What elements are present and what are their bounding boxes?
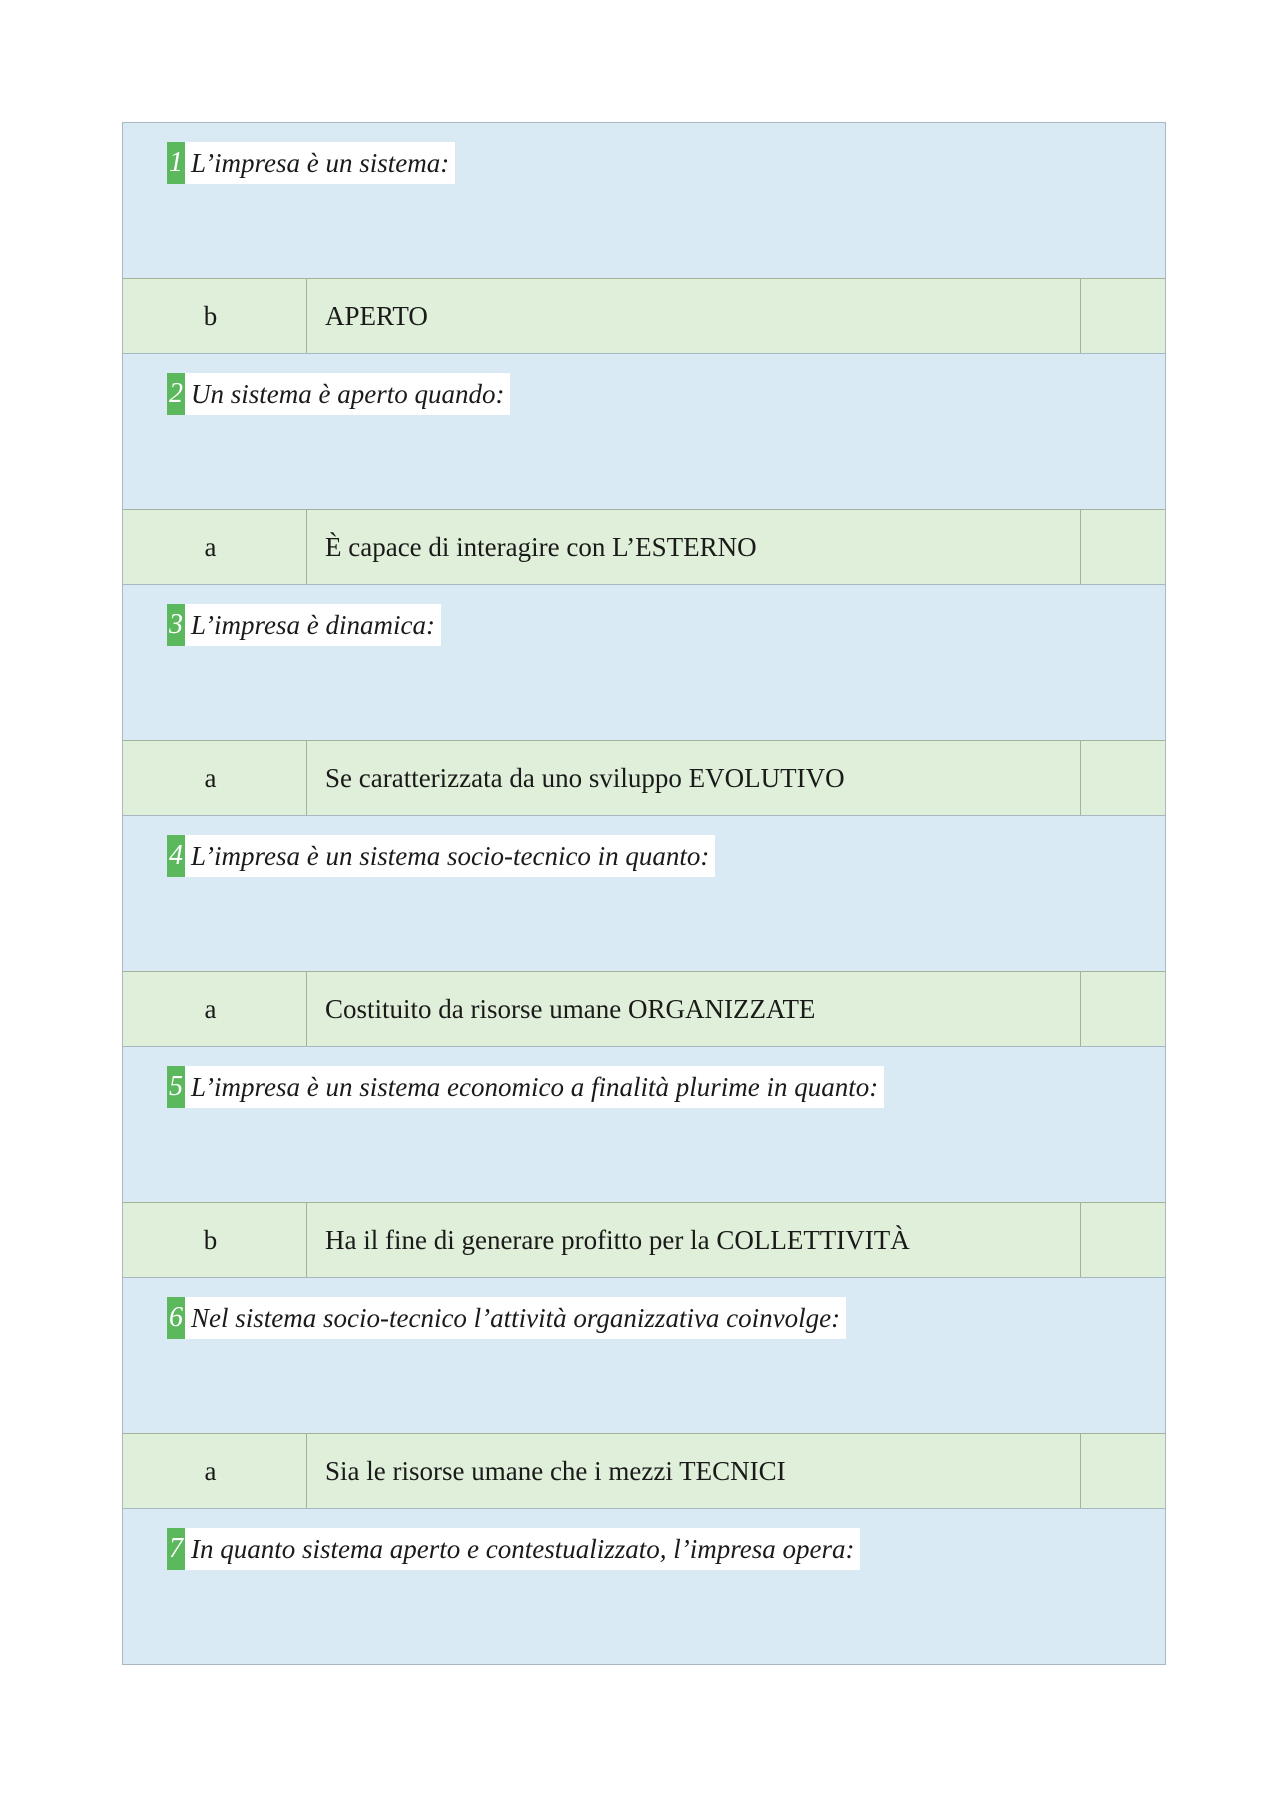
answer-empty-cell [1081, 1434, 1165, 1508]
answer-empty-cell [1081, 279, 1165, 353]
question-line [167, 604, 441, 646]
question-row-2 [123, 353, 1165, 509]
question-text: Un sistema è aperto quando: [185, 373, 510, 415]
question-text: L’impresa è un sistema socio-tecnico in quanto: [185, 835, 715, 877]
question-number: 7 [167, 1528, 185, 1570]
question-number: 1 [167, 142, 185, 184]
question-text: L’impresa è un sistema economico a finalità plurime in quanto: [185, 1066, 884, 1108]
answer-row-5 [123, 1202, 1165, 1277]
question-number: 5 [167, 1066, 185, 1108]
question-line [167, 142, 455, 184]
answer-empty-cell [1081, 972, 1165, 1046]
question-row-3 [123, 584, 1165, 740]
answer-text: APERTO [307, 279, 1081, 353]
question-row-4 [123, 815, 1165, 971]
question-line [167, 373, 510, 415]
question-line [167, 1066, 884, 1108]
answer-text: Costituito da risorse umane ORGANIZZATE [307, 972, 1081, 1046]
answer-row-2 [123, 509, 1165, 584]
answer-empty-cell [1081, 1203, 1165, 1277]
answer-letter: a [123, 510, 307, 584]
answer-text: Se caratterizzata da uno sviluppo EVOLUTIVO [307, 741, 1081, 815]
question-row-7 [123, 1508, 1165, 1664]
question-text: Nel sistema socio-tecnico l’attività organizzativa coinvolge: [185, 1297, 846, 1339]
answer-row-3 [123, 740, 1165, 815]
answer-empty-cell [1081, 510, 1165, 584]
question-row-5 [123, 1046, 1165, 1202]
question-line [167, 1528, 860, 1570]
question-text: L’impresa è un sistema: [185, 142, 455, 184]
question-number: 3 [167, 604, 185, 646]
question-text: In quanto sistema aperto e contestualizzato, l’impresa opera: [185, 1528, 860, 1570]
question-number: 6 [167, 1297, 185, 1339]
answer-row-4 [123, 971, 1165, 1046]
question-number: 2 [167, 373, 185, 415]
answer-empty-cell [1081, 741, 1165, 815]
question-line [167, 1297, 846, 1339]
answer-letter: a [123, 741, 307, 815]
question-line [167, 835, 715, 877]
question-row-6 [123, 1277, 1165, 1433]
answer-text: È capace di interagire con L’ESTERNO [307, 510, 1081, 584]
quiz-table [122, 122, 1166, 1665]
answer-row-6 [123, 1433, 1165, 1508]
question-row-1 [123, 122, 1165, 278]
answer-letter: b [123, 1203, 307, 1277]
answer-letter: b [123, 279, 307, 353]
question-text: L’impresa è dinamica: [185, 604, 441, 646]
answer-letter: a [123, 1434, 307, 1508]
question-number: 4 [167, 835, 185, 877]
answer-letter: a [123, 972, 307, 1046]
answer-text: Ha il fine di generare profitto per la COLLETTIVITÀ [307, 1203, 1081, 1277]
answer-row-1 [123, 278, 1165, 353]
answer-text: Sia le risorse umane che i mezzi TECNICI [307, 1434, 1081, 1508]
